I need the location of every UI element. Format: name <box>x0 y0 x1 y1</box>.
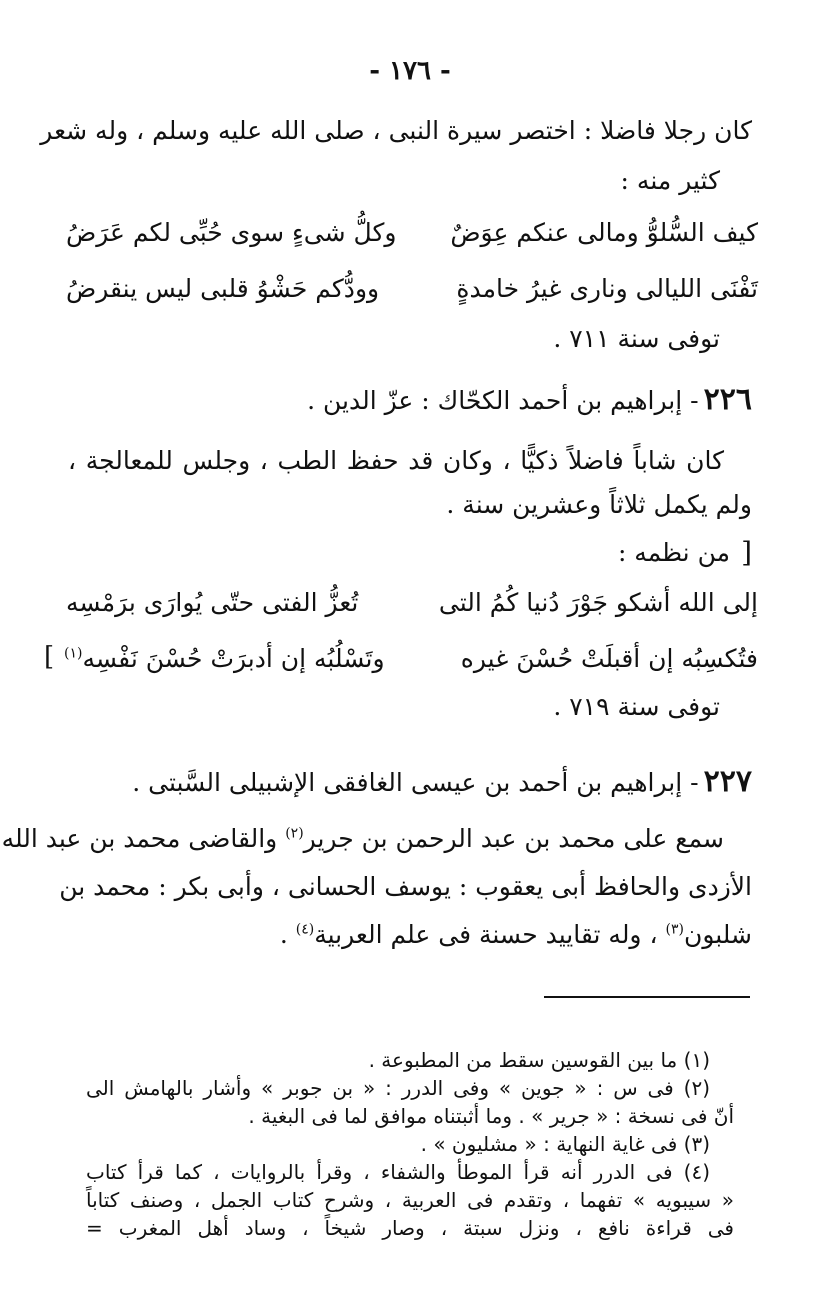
footnote-1: (١) ما بين القوسين سقط من المطبوعة . <box>368 1048 710 1072</box>
verse-text: وتَسْلُبُه إن أدبرَتْ حُسْنَ نَفْسِه <box>82 644 385 673</box>
footnote-2-line-1: (٢) فى س : « جوين » وفى الدرر : « بن جوبر » وأشار بالهامش الى <box>86 1076 710 1100</box>
entry-226-line-1: كان شاباً فاضلاً ذكيًّا ، وكان قد حفظ الطب ، وجلس للمعالجة ، <box>68 446 724 475</box>
text-segment: ، وله تقاييد حسنة فى علم العربية <box>314 920 658 949</box>
death-year-2: توفى سنة ٧١٩ . <box>553 692 720 721</box>
entry-226-heading <box>307 382 752 417</box>
from-verse-label: من نظمه : <box>617 538 730 567</box>
entry-227-heading <box>132 764 752 799</box>
poem1-verse1-second: وكلُّ شىءٍ سوى حُبِّى لكم عَرَضُ <box>66 218 397 247</box>
entry-title: - إبراهيم بن أحمد الكحّاك : عزّ الدين . <box>307 386 699 415</box>
footnote-4-line-2: « سيبويه » تفهما ، وتقدم فى العربية ، وشرح كتاب الجمل ، وصنف كتاباً <box>86 1188 734 1212</box>
death-year-1: توفى سنة ٧١١ . <box>553 324 720 353</box>
footnote-ref-4: (٤) <box>295 921 315 938</box>
footnote-2-line-2: أنّ فى نسخة : « جرير » . وما أثبتناه موافق لما فى البغية . <box>248 1104 734 1128</box>
text-segment: والقاضى محمد بن عبد الله <box>1 824 278 853</box>
poem2-verse1-first: إلى الله أشكو جَوْرَ دُنيا كُمُ التى <box>438 588 758 617</box>
footnote-ref-2: (٢) <box>285 825 304 842</box>
intro-line-2: كثير منه : <box>620 166 720 195</box>
poem2-verse2-first: فتُكسِبُه إن أقبلَتْ حُسْنَ غيره <box>460 644 758 673</box>
poem2-verse1-second: تُعزُّ الفتى حتّى يُوارَى برَمْسِه <box>66 588 359 617</box>
footnote-4-line-3: فى قراءة نافع ، ونزل سبتة ، وصار شيخاً ، وساد أهل المغرب = <box>86 1216 734 1240</box>
entry-title: - إبراهيم بن أحمد بن عيسى الغافقى الإشبيلى السَّبتى . <box>132 768 699 797</box>
footnote-separator <box>544 996 750 998</box>
footnote-4-line-1: (٤) فى الدرر أنه قرأ الموطأ والشفاء ، وقرأ بالروايات ، كما قرأ كتاب <box>86 1160 710 1184</box>
close-bracket: ] <box>44 642 55 672</box>
text-segment: شلبون <box>683 920 752 949</box>
entry-227-line-1 <box>1 824 724 853</box>
footnote-3: (٣) فى غاية النهاية : « مشليون » . <box>420 1132 710 1156</box>
poem1-verse2-second: وودُّكم حَشْوُ قلبى ليس ينقرضُ <box>66 274 380 303</box>
footnote-ref-3: (٣) <box>665 921 684 938</box>
text-segment: . <box>279 920 288 949</box>
entry-226-line-2: ولم يكمل ثلاثاً وعشرين سنة . <box>446 490 752 519</box>
page-number: - ١٧٦ - <box>369 56 451 86</box>
entry-number: ٢٢٧ <box>703 764 752 799</box>
intro-line-1: كان رجلا فاضلا : اختصر سيرة النبى ، صلى الله عليه وسلم ، وله شعر <box>40 116 752 145</box>
entry-number: ٢٢٦ <box>703 382 752 417</box>
entry-227-line-3 <box>280 920 752 949</box>
poem1-verse2-first: تَفْنَى الليالى ونارى غيرُ خامدةٍ <box>456 274 758 303</box>
footnote-ref-1: (١) <box>64 645 83 662</box>
poem2-verse2-second <box>64 644 385 673</box>
entry-227-line-2: الأزدى والحافظ أبى يعقوب : يوسف الحسانى ، وأبى بكر : محمد بن <box>59 872 752 901</box>
text-segment: سمع على محمد بن عبد الرحمن بن جرير <box>303 824 724 853</box>
open-bracket: [ <box>741 536 752 569</box>
poem1-verse1-first: كيف السُّلوُّ ومالى عنكم عِوَضٌ <box>450 218 758 247</box>
